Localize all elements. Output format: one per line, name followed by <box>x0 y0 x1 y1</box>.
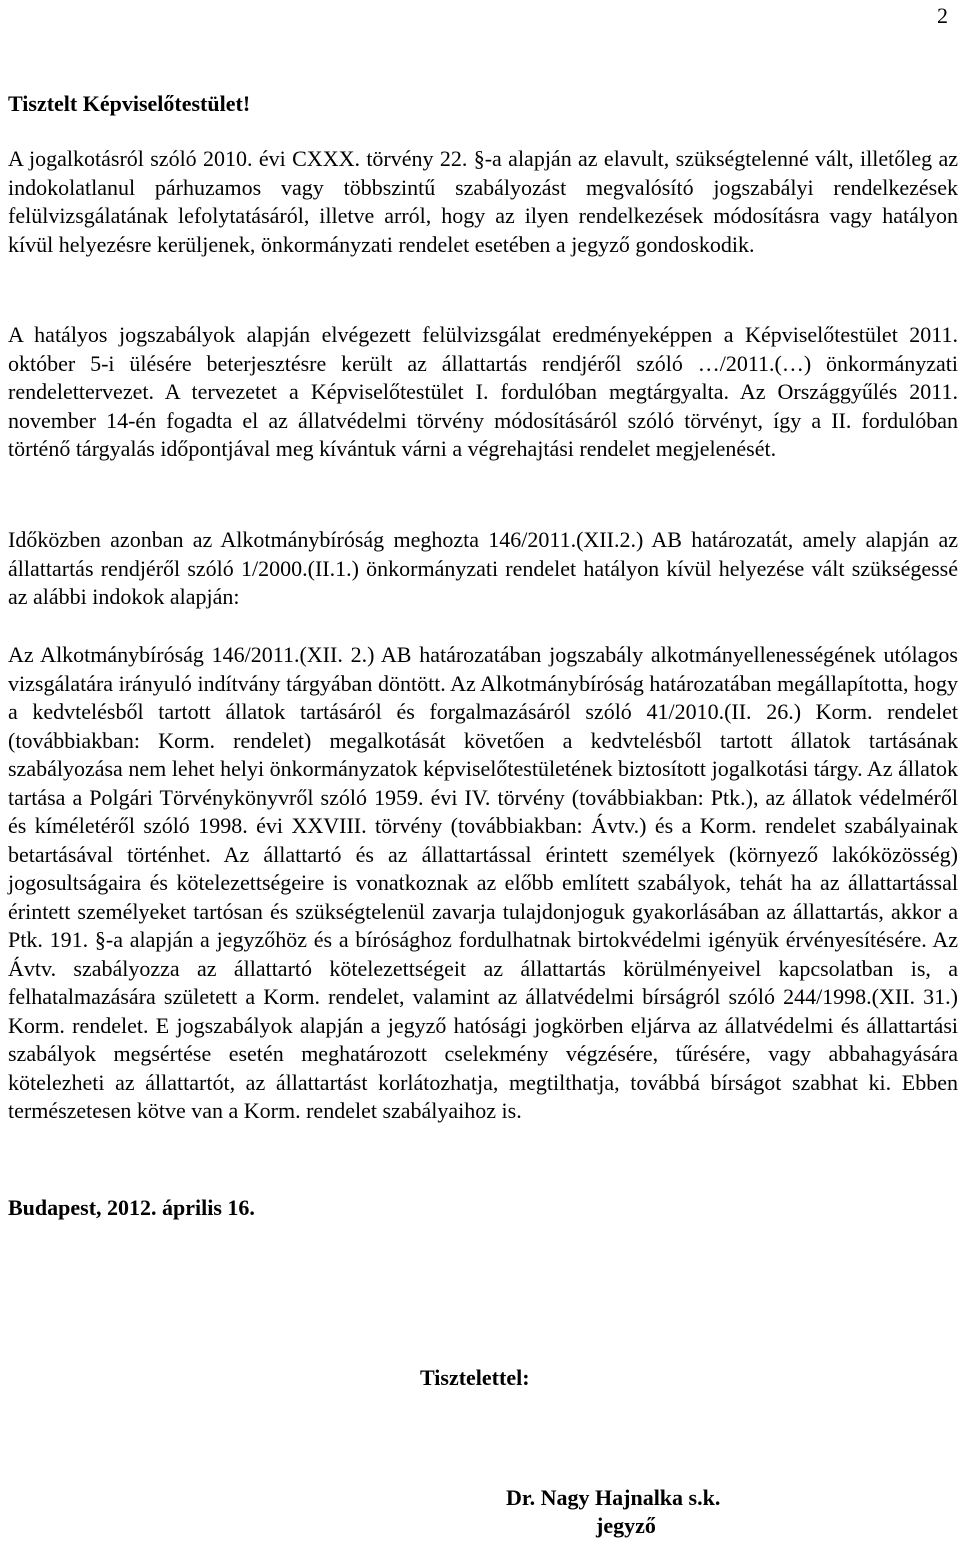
page-number: 2 <box>937 3 948 28</box>
salutation: Tisztelt Képviselőtestület! <box>8 91 251 116</box>
signature-title: jegyző <box>596 1513 656 1538</box>
paragraph-constitutional-court: Időközben azonban az Alkotmánybíróság meghozta 146/2011.(XII.2.) AB határozatát, amely alapján az állattartás rendjéről szóló 1/2000.(II.1.) önkormányzati rendelet hatályon kívül helyezése vált szükségessé az alábbi indokok alapján: <box>8 527 958 609</box>
paragraph-review-history: A hatályos jogszabályok alapján elvégezett felülvizsgálat eredményeképpen a Képviselőtestület 2011. október 5-i ülésére beterjesztésre került az állattartás rendjéről szóló …/2011.(…) önkormányzati rendelettervezet. A tervezetet a Képviselőtestület I. fordulóban megtárgyalta. Az Országgyűlés 2011. november 14-én fogadta el az állatvédelmi törvény módosításáról szóló törvényt, így a II. fordulóban történő tárgyalás időpontjával meg kívántuk várni a végrehajtási rendelet megjelenését. <box>8 322 958 461</box>
date-line: Budapest, 2012. április 16. <box>8 1195 255 1220</box>
closing: Tisztelettel: <box>420 1365 530 1390</box>
signature-name: Dr. Nagy Hajnalka s.k. <box>506 1485 721 1510</box>
paragraph-legal-basis: A jogalkotásról szóló 2010. évi CXXX. törvény 22. §-a alapján az elavult, szükségtelenné vált, illetőleg az indokolatlanul párhuzamos vagy többszintű szabályozást megvalósító jogszabályi rendelkezések felülvizsgálatának lefolytatásáról, illetve arról, hogy az ilyen rendelkezések módosításra vagy hatályon kívül helyezésre kerüljenek, önkormányzati rendelet esetében a jegyző gondoskodik. <box>8 146 958 257</box>
paragraph-reasons: Az Alkotmánybíróság 146/2011.(XII. 2.) AB határozatában jogszabály alkotmányellenességének utólagos vizsgálatára irányuló indítvány tárgyában döntött. Az Alkotmánybíróság határozatában megállapította, hogy a kedvtelésből tartott állatok tartásáról és forgalmazásáról szóló 41/2010.(II. 26.) Korm. rendelet (továbbiakban: Korm. rendelet) megalkotását követően a kedvtelésből tartott állatok tartásának szabályozása nem lehet helyi önkormányzatok képviselőtestületének biztosított jogalkotási tárgy. Az állatok tartása a Polgári Törvénykönyvről szóló 1959. évi IV. törvény (továbbiakban: Ptk.), az állatok védelméről és kíméletéről szóló 1998. évi XXVIII. törvény (továbbiakban: Ávtv.) és a Korm. rendelet szabályainak betartásával történhet. Az állattartó és az állattartással érintett személyek (környező lakóközösség) jogosultságaira és kötelezettségeire is vonatkoznak az előbb említett szabályok, tehát ha az állattartással érintett személyeket tartósan és szükségtelenül zavarja tulajdonjoguk gyakorlásában az állattartás, akkor a Ptk. 191. §-a alapján a jegyzőhöz és a bírósághoz fordulhatnak birtokvédelmi igényük érvényesítésére. Az Ávtv. szabályozza az állattartó kötelezettségeit az állattartás körülményeivel kapcsolatban is, a felhatalmazására született a Korm. rendelet, valamint az állatvédelmi bírságról szóló 244/1998.(XII. 31.) Korm. rendelet. E jogszabályok alapján a jegyző hatósági jogkörben eljárva az állatvédelmi és állattartási szabályok megsértése esetén meghatározott cselekmény végzésére, tűrésére, vagy abbahagyására kötelezheti az állattartót, az állattartást korlátozhatja, megtilthatja, továbbá bírságot szabhat ki. Ebben természetesen kötve van a Korm. rendelet szabályaihoz is. <box>8 642 958 1123</box>
